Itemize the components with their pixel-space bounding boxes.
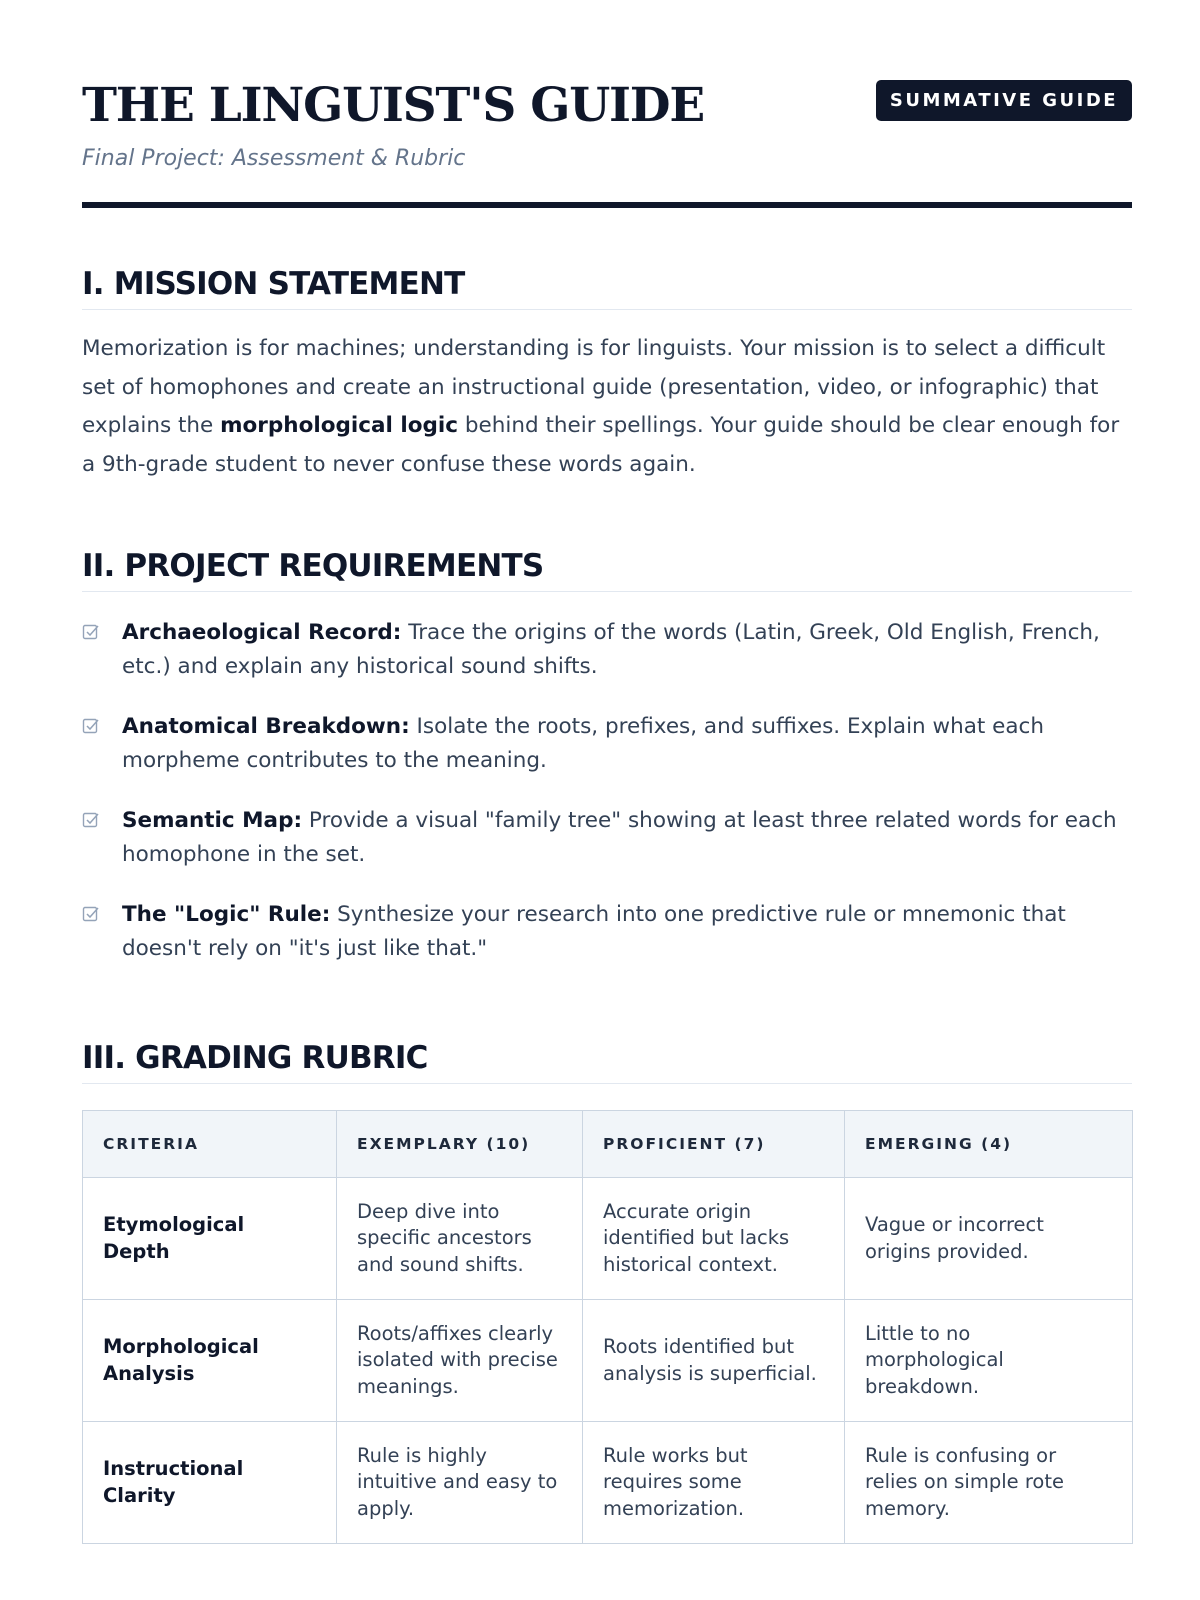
checkbox-icon bbox=[82, 623, 100, 641]
criteria-cell: Morphological Analysis bbox=[83, 1300, 337, 1422]
emerging-cell: Vague or incorrect origins provided. bbox=[845, 1178, 1133, 1300]
checkbox-icon bbox=[82, 717, 100, 735]
checkbox-icon bbox=[82, 905, 100, 923]
page-title: THE LINGUIST'S GUIDE bbox=[82, 78, 704, 133]
requirement-label: Archaeological Record: bbox=[122, 620, 402, 646]
rubric-section bbox=[82, 1040, 1132, 1544]
mission-text-before: Memorization is for machines; understanding is for linguists. Your mission is to select a difficult set of homophones and create an instructional guide (presentation, video, or infographic) that explains the bbox=[82, 336, 1106, 439]
requirement-item bbox=[82, 804, 1132, 872]
proficient-cell: Rule works but requires some memorization. bbox=[583, 1422, 845, 1544]
checkbox-icon bbox=[82, 811, 100, 829]
column-header-emerging: EMERGING (4) bbox=[845, 1111, 1133, 1178]
emerging-cell: Rule is confusing or relies on simple rote memory. bbox=[845, 1422, 1133, 1544]
requirement-text: Provide a visual "family tree" showing at least three related words for each homophone in the set. bbox=[122, 808, 1117, 868]
requirement-item bbox=[82, 616, 1132, 684]
page-subtitle: Final Project: Assessment & Rubric bbox=[82, 146, 466, 171]
requirement-label: The "Logic" Rule: bbox=[122, 902, 331, 928]
table-row bbox=[83, 1300, 1133, 1422]
mission-text bbox=[82, 330, 1132, 484]
header bbox=[82, 0, 1132, 210]
column-header-exemplary: EXEMPLARY (10) bbox=[337, 1111, 583, 1178]
requirement-label: Semantic Map: bbox=[122, 808, 303, 834]
mission-section bbox=[82, 266, 1132, 484]
criteria-cell: Instructional Clarity bbox=[83, 1422, 337, 1544]
requirement-item bbox=[82, 710, 1132, 778]
column-header-proficient: PROFICIENT (7) bbox=[583, 1111, 845, 1178]
column-header-criteria: CRITERIA bbox=[83, 1111, 337, 1178]
proficient-cell: Roots identified but analysis is superficial. bbox=[583, 1300, 845, 1422]
exemplary-cell: Rule is highly intuitive and easy to apply. bbox=[337, 1422, 583, 1544]
requirement-text: Trace the origins of the words (Latin, Greek, Old English, French, etc.) and explain any historical sound shifts. bbox=[122, 620, 1100, 680]
requirements-heading: II. PROJECT REQUIREMENTS bbox=[82, 548, 1132, 592]
emerging-cell: Little to no morphological breakdown. bbox=[845, 1300, 1133, 1422]
page bbox=[82, 0, 1132, 1520]
proficient-cell: Accurate origin identified but lacks historical context. bbox=[583, 1178, 845, 1300]
requirement-text: Isolate the roots, prefixes, and suffixes. Explain what each morpheme contributes to the meaning. bbox=[122, 714, 1045, 774]
rubric-header-row bbox=[83, 1111, 1133, 1178]
mission-text-after: behind their spellings. Your guide should be clear enough for a 9th-grade student to never confuse these words again. bbox=[82, 413, 1120, 477]
rubric-heading: III. GRADING RUBRIC bbox=[82, 1040, 1132, 1084]
table-row bbox=[83, 1178, 1133, 1300]
criteria-cell: Etymological Depth bbox=[83, 1178, 337, 1300]
mission-heading: I. MISSION STATEMENT bbox=[82, 266, 1132, 310]
rubric-table bbox=[82, 1110, 1133, 1544]
requirement-label: Anatomical Breakdown: bbox=[122, 714, 410, 740]
exemplary-cell: Deep dive into specific ancestors and sound shifts. bbox=[337, 1178, 583, 1300]
requirement-item bbox=[82, 898, 1132, 966]
mission-text-bold: morphological logic bbox=[220, 413, 459, 439]
summative-badge: SUMMATIVE GUIDE bbox=[876, 80, 1132, 121]
requirement-text: Synthesize your research into one predictive rule or mnemonic that doesn't rely on "it's just like that." bbox=[122, 902, 1066, 962]
table-row bbox=[83, 1422, 1133, 1544]
requirements-list bbox=[82, 616, 1132, 966]
exemplary-cell: Roots/affixes clearly isolated with precise meanings. bbox=[337, 1300, 583, 1422]
requirements-section bbox=[82, 548, 1132, 992]
header-divider bbox=[82, 202, 1132, 208]
